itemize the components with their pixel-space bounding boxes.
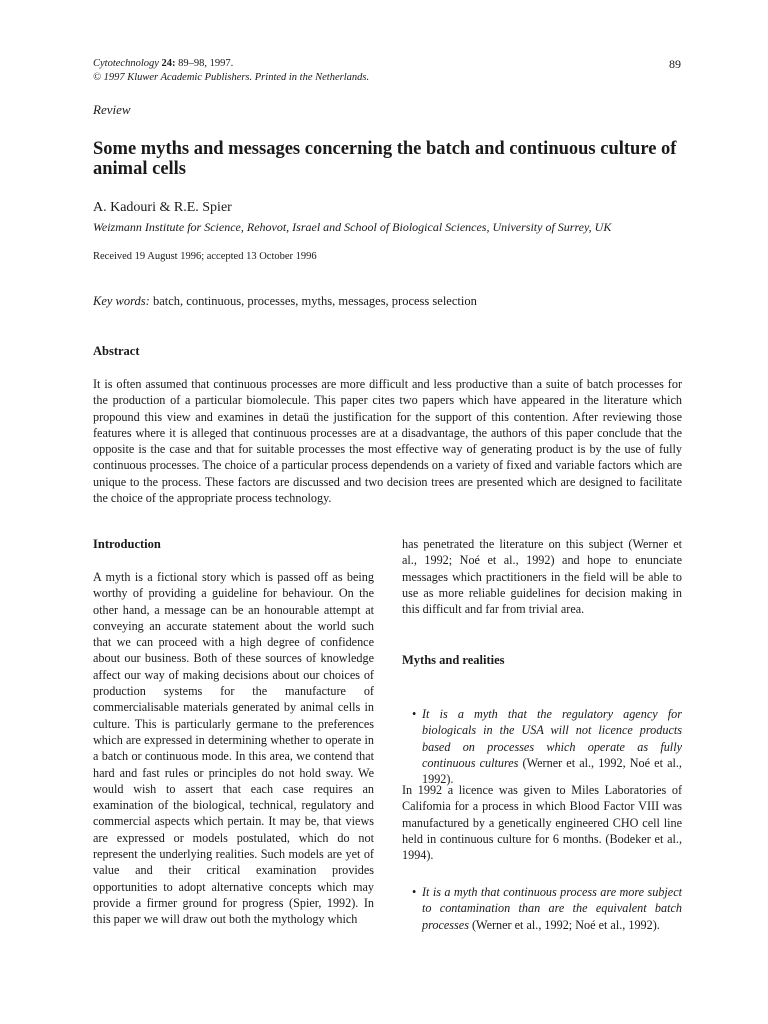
myth-bullet-regulatory-text: It is a myth that the regulatory agency for biologicals in the USA will not licence products based on processes which operate as fully continuous cultures [422, 707, 682, 770]
myth-bullet-contamination-text: It is a myth that continuous process are more subject to contamination than are the equivalent batch processes [422, 885, 682, 932]
keywords-label: Key words: [93, 294, 150, 308]
keywords-list: batch, continuous, processes, myths, messages, process selection [149, 294, 477, 308]
received-dates: Received 19 August 1996; accepted 13 October 1996 [93, 251, 317, 262]
paragraph-licence-1992: In 1992 a licence was given to Miles Laboratories of Califomia for a process in which Blood Factor VIII was manufactured by a genetically engineered CHO cell line held in continuous culture for 6 months. (Bodeker et al., 1994). [402, 783, 682, 863]
copyright-line: © 1997 Kluwer Academic Publishers. Printed in the Netherlands. [93, 72, 370, 83]
journal-citation [93, 57, 369, 85]
journal-pages: 89–98, 1997. [178, 58, 234, 69]
affiliation: Weizmann Institute for Science, Rehovot, Israel and School of Biological Sciences, University of Surrey, UK [93, 220, 612, 234]
abstract-heading: Abstract [93, 344, 140, 358]
keywords [93, 294, 477, 309]
bullet-marker: • [412, 707, 417, 721]
myth-bullet-contamination-cite: (Werner et al., 1992; Noé et al., 1992). [468, 917, 660, 932]
page-number: 89 [669, 57, 681, 71]
introduction-text: A myth is a fictional story which is passed off as being worthy of providing a guideline for behaviour. On the other hand, a message can be an honourable attempt at conveying an accurate statement about the world such that we can proceed with a high degree of confidence about our business. Both of these sources of knowledge affect our way of making decisions about our choices of production systems for the manufacture of commercialisable materials generated by animal cells in culture. This is particularly germane to the preferences which are expressed in determining whether to operate in a batch or continuous mode. In this area, we contend that hard and fast rules or principles do not hold sway. We would wish to assert that each case requires an examination of the biological, technical, regulatory and commercial aspects which pertain. It may be, that views are expressed or models postulated, which do not represent the underlying realities. Such models are yet of value and their critical examination provides opportunities to adopt alternative concepts which may provide a firmer ground for progress (Spier, 1992). In this paper we will draw out both the mythology which [93, 570, 374, 927]
myths-heading: Myths and realities [402, 653, 505, 667]
journal-volume: 24: [161, 58, 176, 69]
article-title: Some myths and messages concerning the batch and continuous culture of animal cells [93, 139, 677, 179]
journal-name: Cytotechnology [93, 58, 159, 69]
introduction-continued: has penetrated the literature on this subject (Werner et al., 1992; Noé et al., 1992) and hope to enunciate messages which practitioners in the field will be able to use as more reliable guidelines for decision making in this difficult and far from trivial area. [402, 537, 682, 617]
introduction-heading: Introduction [93, 537, 161, 551]
myth-bullet-regulatory [422, 706, 682, 787]
abstract-text: It is often assumed that continuous processes are more difficult and less productive than a suite of batch processes for the production of a particular biomolecule. This paper cites two papers which have appeared in the literature which propound this view and examines in detaü the justification for the support of this contention. After reviewing those features where it is alleged that continuous processes are at a disadvantage, the authors of this paper conclude that the opposite is the case and that for suitable processes the most effective way of generating product is by the use of fully continuous processes. The choice of a particular process dependends on a variety of fixed and variable factors which are unique to the process. These factors are discussed and two decision trees are presented which are designed to facilitate the choice of the appropriate process technology. [93, 377, 682, 506]
authors: A. Kadouri & R.E. Spier [93, 200, 232, 215]
myth-bullet-contamination [422, 884, 682, 933]
bullet-marker: • [412, 885, 417, 899]
article-type: Review [93, 102, 131, 117]
myth-bullet-regulatory-cite: (Werner et al., 1992, Noé et al., 1992). [422, 755, 682, 787]
